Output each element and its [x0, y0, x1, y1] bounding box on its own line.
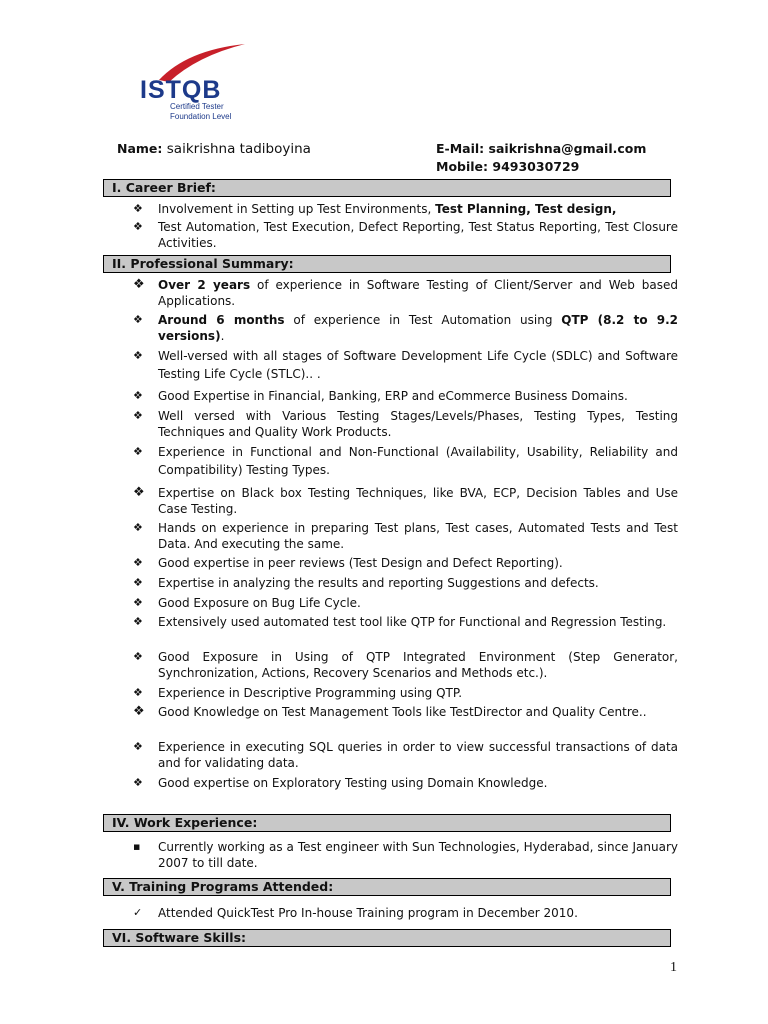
- diamond-bullet-icon: ❖: [133, 650, 143, 663]
- list-item: ❖ Good Exposure on Bug Life Cycle.: [133, 596, 361, 610]
- email-value[interactable]: saikrishna@gmail.com: [488, 141, 647, 156]
- section-training-programs: V. Training Programs Attended:: [103, 878, 671, 896]
- logo-brand: ISTQB: [140, 76, 222, 104]
- diamond-bullet-icon: ❖: [133, 615, 143, 628]
- list-item: ❖ Expertise on Black box Testing Techniques, like BVA, ECP, Decision Tables and Use Case Testing.: [133, 485, 678, 516]
- diamond-bullet-icon: ❖: [133, 445, 143, 458]
- list-item: ❖ Good Expertise in Financial, Banking, ERP and eCommerce Business Domains.: [133, 389, 628, 403]
- diamond-bullet-icon: ❖: [133, 686, 143, 699]
- list-item: ❖ Experience in executing SQL queries in order to view successful transactions of data and for validating data.: [133, 740, 678, 770]
- name-line: [117, 141, 311, 157]
- list-item: ✓ Attended QuickTest Pro In-house Training program in December 2010.: [133, 906, 578, 920]
- list-item: ❖ Around 6 months of experience in Test Automation using QTP (8.2 to 9.2 versions).: [133, 313, 678, 343]
- section-career-brief: I. Career Brief:: [103, 179, 671, 197]
- diamond-bullet-icon: ❖: [133, 313, 143, 326]
- list-item: ❖ Involvement in Setting up Test Environments, Test Planning, Test design,: [133, 202, 617, 216]
- heavy-diamond-bullet-icon: ❖: [133, 277, 145, 292]
- diamond-bullet-icon: ❖: [133, 389, 143, 402]
- name-label: Name:: [117, 141, 163, 156]
- logo-subtitle-1: Certified Tester: [170, 102, 224, 111]
- list-item: ❖ Expertise in analyzing the results and reporting Suggestions and defects.: [133, 576, 599, 590]
- diamond-bullet-icon: ❖: [133, 409, 143, 422]
- istqb-logo: [137, 42, 252, 124]
- diamond-bullet-icon: ❖: [133, 596, 143, 609]
- mobile-line: [436, 159, 579, 174]
- heavy-diamond-bullet-icon: ❖: [133, 704, 145, 719]
- check-bullet-icon: ✓: [133, 906, 143, 919]
- list-item: ❖ Good expertise on Exploratory Testing using Domain Knowledge.: [133, 776, 548, 790]
- list-item: ▪ Currently working as a Test engineer with Sun Technologies, Hyderabad, since January 2007 to till date.: [133, 840, 678, 870]
- diamond-bullet-icon: ❖: [133, 349, 143, 362]
- list-item: ❖ Extensively used automated test tool like QTP for Functional and Regression Testing.: [133, 615, 667, 629]
- diamond-bullet-icon: ❖: [133, 776, 143, 789]
- section-professional-summary: II. Professional Summary:: [103, 255, 671, 273]
- diamond-bullet-icon: ❖: [133, 740, 143, 753]
- list-item: ❖ Good Exposure in Using of QTP Integrated Environment (Step Generator, Synchronization, Actions, Recovery Scenarios and Methods etc.).: [133, 650, 678, 680]
- list-item: ❖ Experience in Functional and Non-Functional (Availability, Usability, Reliability and Compatibility) Testing Types.: [133, 445, 678, 477]
- email-label: E-Mail:: [436, 141, 485, 156]
- name-value: saikrishna tadiboyina: [166, 141, 311, 157]
- diamond-bullet-icon: ❖: [133, 556, 143, 569]
- list-item: ❖ Good Knowledge on Test Management Tools like TestDirector and Quality Centre..: [133, 704, 647, 719]
- list-item: ❖ Experience in Descriptive Programming using QTP.: [133, 686, 463, 700]
- section-work-experience: IV. Work Experience:: [103, 814, 671, 832]
- list-item: ❖ Test Automation, Test Execution, Defect Reporting, Test Status Reporting, Test Closure Activities.: [133, 220, 678, 250]
- square-bullet-icon: ▪: [133, 840, 141, 853]
- mobile-value: 9493030729: [492, 159, 580, 174]
- heavy-diamond-bullet-icon: ❖: [133, 485, 145, 500]
- diamond-bullet-icon: ❖: [133, 576, 143, 589]
- diamond-bullet-icon: ❖: [133, 202, 143, 215]
- section-software-skills: VI. Software Skills:: [103, 929, 671, 947]
- list-item: ❖ Well-versed with all stages of Software Development Life Cycle (SDLC) and Software Testing Life Cycle (STLC).. .: [133, 349, 678, 381]
- list-item: ❖ Over 2 years of experience in Software Testing of Client/Server and Web based Applications.: [133, 277, 678, 308]
- list-item: ❖ Hands on experience in preparing Test plans, Test cases, Automated Tests and Test Data. And executing the same.: [133, 521, 678, 551]
- logo-subtitle-2: Foundation Level: [170, 112, 232, 121]
- diamond-bullet-icon: ❖: [133, 521, 143, 534]
- page-number: 1: [670, 960, 677, 975]
- mobile-label: Mobile:: [436, 159, 489, 174]
- list-item: ❖ Good expertise in peer reviews (Test Design and Defect Reporting).: [133, 556, 563, 570]
- email-line: [436, 141, 646, 156]
- diamond-bullet-icon: ❖: [133, 220, 143, 233]
- list-item: ❖ Well versed with Various Testing Stages/Levels/Phases, Testing Types, Testing Techniques and Quality Work Products.: [133, 409, 678, 439]
